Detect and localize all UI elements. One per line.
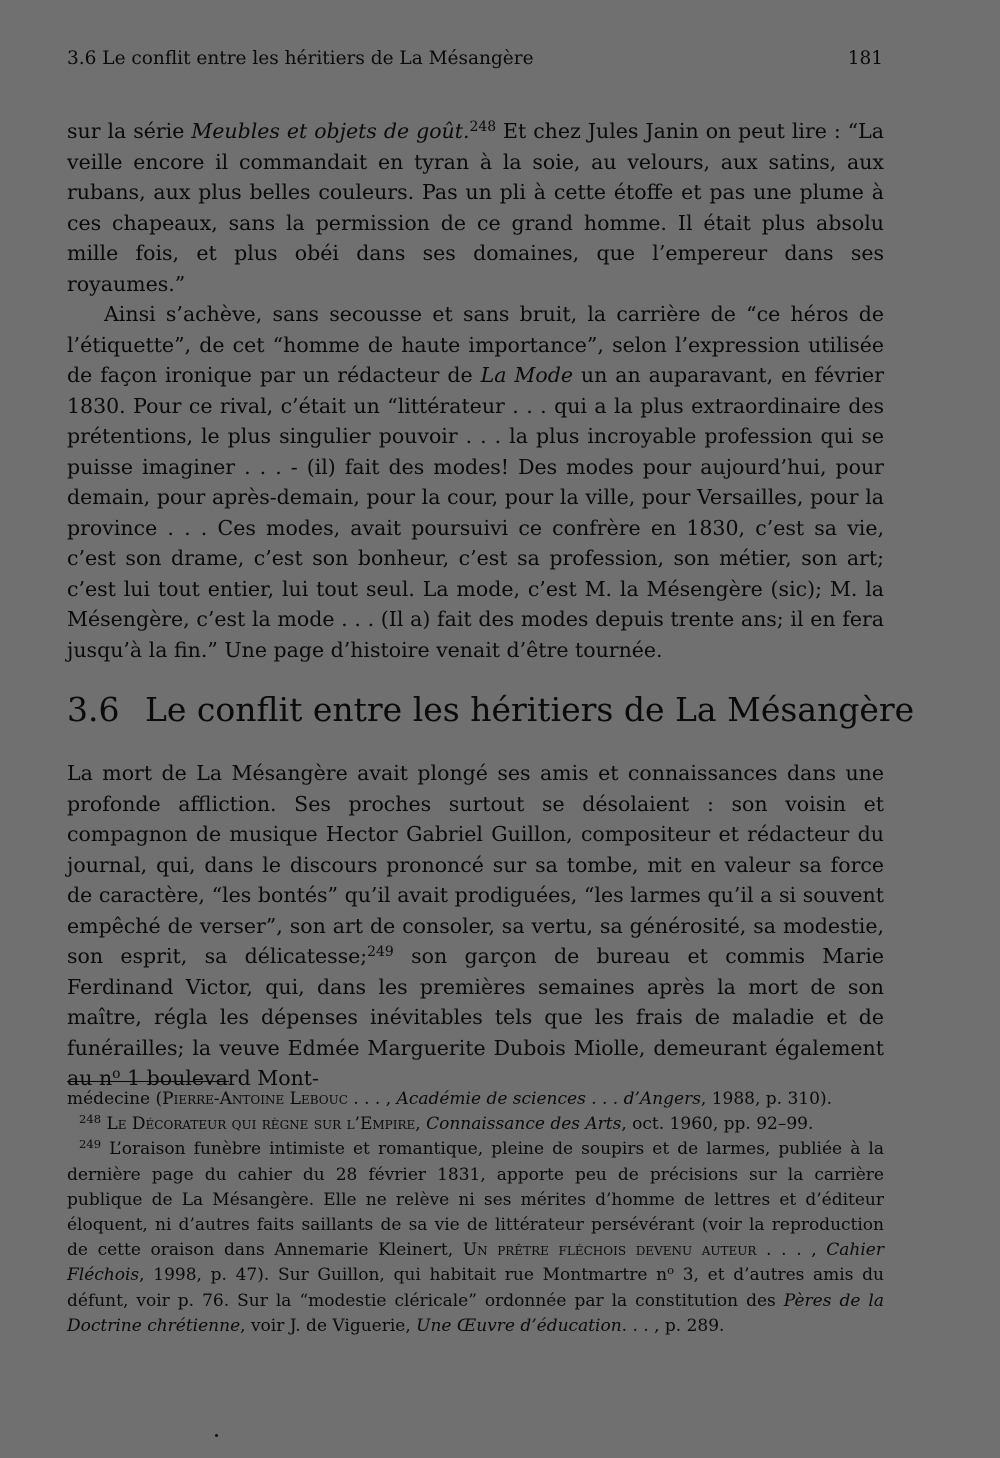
text-run: . . . , p. 289. [621, 1315, 725, 1336]
text-run: Et chez Jules Janin on peut lire : “La veille encore il commandait en tyran à la soie, au velours, aux satins, aux rubans, aux plus belles couleurs. Pas un pli à cette étoffe et pas une plume à ces chapeaux, sans la permission de ce grand homme. Il était plus absolu mille fois, et plus obéi dans ses domaines, que l’empereur dans ses royaumes.” [67, 119, 884, 296]
article-title: Le Décorateur qui règne sur l’Empire [106, 1114, 416, 1135]
superscript: o [667, 1263, 675, 1278]
running-head [67, 46, 883, 72]
text-run: Ainsi s’achève, sans secousse et sans bruit, la carrière de “ce héros de l’étiquette”, de cet “homme de haute importance”, selon l’expression utilisée de façon ironique par un rédacteur de [67, 302, 884, 387]
text-run: , [415, 1114, 427, 1135]
superscript: o [112, 1065, 121, 1082]
section-number: 3.6 [67, 690, 120, 729]
author-name: Pierre-Antoine Lebouc [162, 1089, 348, 1109]
page-number: 181 [847, 48, 883, 69]
text-run: 3, et d’autres amis du défunt, voir p. 76. Sur la “modestie cléricale” ordonnée par la constitution des [67, 1265, 884, 1311]
text-run: , 1988, p. 310). [700, 1089, 832, 1109]
footnote-248 [67, 1112, 884, 1137]
text-run: L’oraison funèbre intimiste et romantique, pleine de soupirs et de larmes, publiée à la dernière page du cahier du 28 février 1831, apporte peu de précisions sur la carrière publique de La Mésangère. Elle ne relève ni ses mérites d’homme de lettres et d’éditeur éloquent, ni d’autres faits saillants de sa vie de littérateur persévérant (voir la reproduction de cette oraison dans Annemarie Kleinert, [67, 1139, 884, 1261]
text-run: sur la série [67, 119, 192, 143]
body-text-section [67, 758, 884, 1094]
footnote-number: 248 [79, 1112, 102, 1127]
text-run: , voir J. de Viguerie, [240, 1315, 417, 1336]
text-run: un an auparavant, en février 1830. Pour ce rival, c’était un “littérateur . . . qui a la plus extraordinaire des prétentions, le plus singulier pouvoir . . . la plus incroyable profession qui se puisse imaginer . . . - (il) fait des modes! Des modes pour aujourd’hui, pour demain, pour après-demain, pour la cour, pour la ville, pour Versailles, pour la province . . . Ces modes, avait poursuivi ce confrère en 1830, c’est sa vie, c’est son drame, c’est son bonheur, c’est sa profession, son métier, son art; c’est lui tout entier, lui tout seul. La mode, c’est M. la Mésengère (sic); M. la Mésengère, c’est la mode . . . (Il a) fait des modes depuis trente ans; il en fera jusqu’à la fin.” Une page d’histoire venait d’être tournée. [67, 363, 884, 662]
italic-title: Une Œuvre d’éducation [416, 1315, 622, 1336]
text-run: . . . , [347, 1089, 397, 1109]
italic-title: Académie de sciences . . . d’Angers [396, 1089, 701, 1109]
text-run: . . . , [756, 1240, 827, 1261]
body-text-top [67, 116, 884, 665]
footnote-249 [67, 1137, 884, 1339]
paragraph [67, 758, 884, 1094]
book-title: Un prêtre fléchois devenu auteur [462, 1240, 757, 1261]
footnote-continuation [67, 1087, 884, 1112]
footnote-number: 249 [79, 1137, 102, 1152]
paragraph-continuation [67, 116, 884, 299]
text-run: , 1998, p. 47). Sur Guillon, qui habitait rue Montmartre n [139, 1265, 668, 1286]
footnote-ref-248[interactable]: 248 [469, 118, 497, 135]
italic-title: Pères de la Doctrine chrétienne [67, 1290, 884, 1336]
paragraph [67, 299, 884, 665]
text-run: 1 boulevard Mont- [120, 1066, 319, 1090]
running-head-title: 3.6 Le conflit entre les héritiers de La Mésangère [67, 48, 534, 69]
text-run: son garçon de bureau et commis Marie Ferdinand Victor, qui, dans les premières semaines après la mort de son maître, régla les dépenses inévitables tels que les frais de maladie et de funérailles; la veuve Edmée Marguerite Dubois Miolle, demeurant également au n [67, 944, 885, 1090]
italic-title: Cahier Fléchois [67, 1240, 884, 1286]
italic-title: La Mode [480, 363, 573, 387]
footnote-rule [67, 1081, 229, 1082]
text-run: La mort de La Mésangère avait plongé ses amis et connaissances dans une profonde affliction. Ses proches surtout se désolaient : son voisin et compagnon de musique Hector Gabriel Guillon, compositeur et rédacteur du journal, qui, dans le discours prononcé sur sa tombe, mit en valeur sa force de caractère, “les bontés” qu’il avait prodiguées, “les larmes qu’il a si souvent empêché de verser”, son art de consoler, sa vertu, sa générosité, sa modestie, son esprit, sa délicatesse; [67, 761, 884, 968]
section-title: Le conflit entre les héritiers de La Mésangère [145, 690, 915, 729]
text-run: , oct. 1960, pp. 92–99. [621, 1114, 814, 1135]
text-run: médecine ( [67, 1089, 163, 1109]
section-heading [67, 688, 915, 732]
footnotes [67, 1087, 884, 1339]
italic-title: Connaissance des Arts [426, 1114, 622, 1135]
italic-title: Meubles et objets de goût. [191, 119, 470, 143]
print-speck [215, 1434, 218, 1437]
footnote-ref-249[interactable]: 249 [367, 943, 394, 960]
